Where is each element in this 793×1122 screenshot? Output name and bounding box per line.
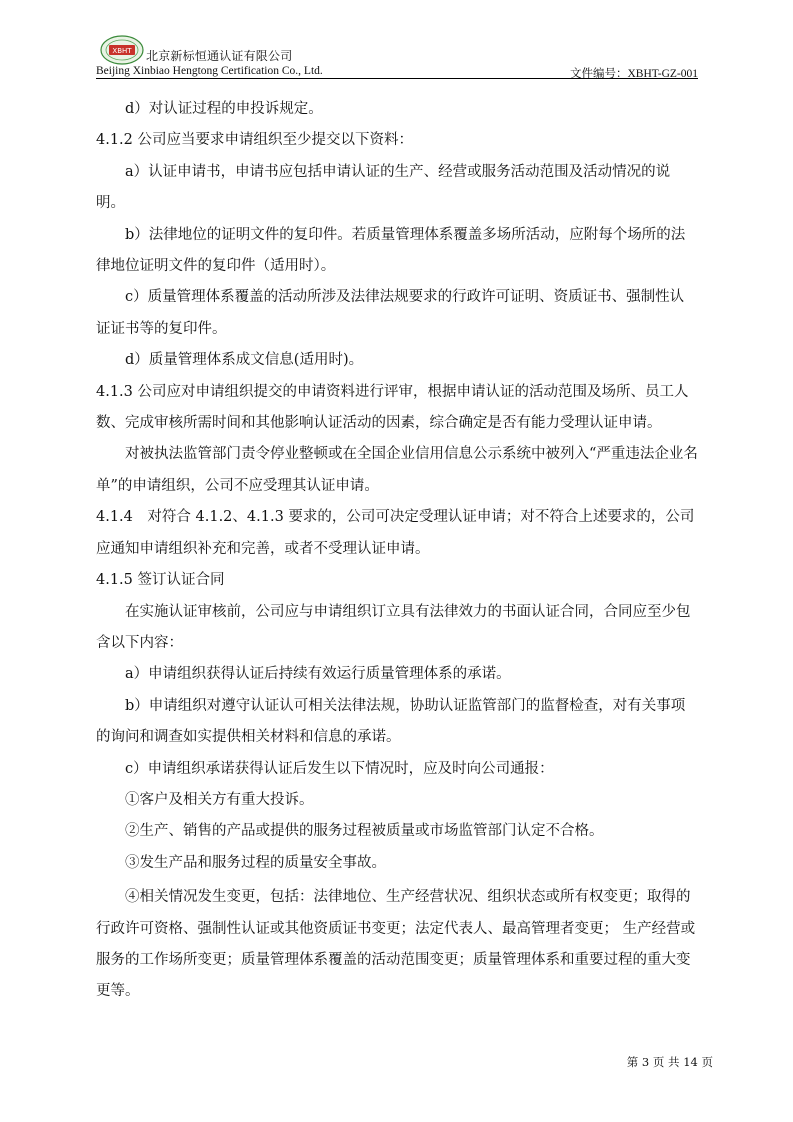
- list-item: ④相关情况发生变更，包括：法律地位、生产经营状况、组织状态或所有权变更；取得的行政许可资格、强制性认证或其他资质证书变更；法定代表人、最高管理者变更； 生产经营或服务的工作场所变更；质量管理体系覆盖的活动范围变更；质量管理体系和重要过程的重大变更等。: [96, 889, 696, 1000]
- paragraph: c）申请组织承诺获得认证后发生以下情况时，应及时向公司通报：: [125, 760, 554, 777]
- paragraph: d）质量管理体系成文信息(适用时)。: [125, 352, 364, 369]
- clause-paragraph: 4.1.4 对符合 4.1.2、4.1.3 要求的，公司可决定受理认证申请；对不符合上述要求的，公司应通知申请组织补充和完善，或者不受理认证申请。: [96, 509, 695, 557]
- document-number: 文件编号：XBHT-GZ-001: [570, 68, 698, 80]
- clause-heading: 4.1.5 签订认证合同: [96, 572, 225, 589]
- list-item: ②生产、销售的产品或提供的服务过程被质量或市场监管部门认定不合格。: [125, 823, 604, 840]
- company-name-en: Beijing Xinbiao Hengtong Certification Co., Ltd.: [96, 65, 323, 77]
- company-name-cn: 北京新标恒通认证有限公司: [146, 49, 293, 63]
- list-item: ①客户及相关方有重大投诉。: [125, 791, 314, 808]
- page-number: 第 3 页 共 14 页: [626, 1055, 713, 1069]
- company-logo-icon: [100, 35, 144, 65]
- paragraph: 对被执法监管部门责令停业整顿或在全国企业信用信息公示系统中被列入“严重违法企业名单”的申请组织，公司不应受理其认证申请。: [96, 446, 698, 494]
- clause-paragraph: 4.1.3 公司应对申请组织提交的申请资料进行评审，根据申请认证的活动范围及场所、员工人数、完成审核所需时间和其他影响认证活动的因素，综合确定是否有能力受理认证申请。: [96, 383, 689, 432]
- paragraph: c）质量管理体系覆盖的活动所涉及法律法规要求的行政许可证明、资质证书、强制性认证证书等的复印件。: [96, 289, 685, 337]
- document-body: [96, 94, 698, 1008]
- paragraph: a）申请组织获得认证后持续有效运行质量管理体系的承诺。: [125, 666, 511, 683]
- paragraph: b）法律地位的证明文件的复印件。若质量管理体系覆盖多场所活动，应附每个场所的法律地位证明文件的复印件（适用时）。: [96, 226, 686, 275]
- paragraph: a）认证申请书，申请书应包括申请认证的生产、经营或服务活动范围及活动情况的说明。: [96, 163, 671, 212]
- list-item: ③发生产品和服务过程的质量安全事故。: [125, 854, 386, 871]
- paragraph: b）申请组织对遵守认证认可相关法律法规，协助认证监管部门的监督检查，对有关事项的询问和调查如实提供相关材料和信息的承诺。: [96, 697, 686, 746]
- clause-heading: 4.1.2 公司应当要求申请组织至少提交以下资料：: [96, 132, 414, 149]
- paragraph: 在实施认证审核前，公司应与申请组织订立具有法律效力的书面认证合同，合同应至少包含以下内容：: [96, 603, 691, 651]
- header-divider: [96, 78, 698, 79]
- svg-text:XBHT: XBHT: [112, 47, 132, 55]
- paragraph: d）对认证过程的申投诉规定。: [125, 101, 323, 117]
- page-header: [96, 34, 698, 80]
